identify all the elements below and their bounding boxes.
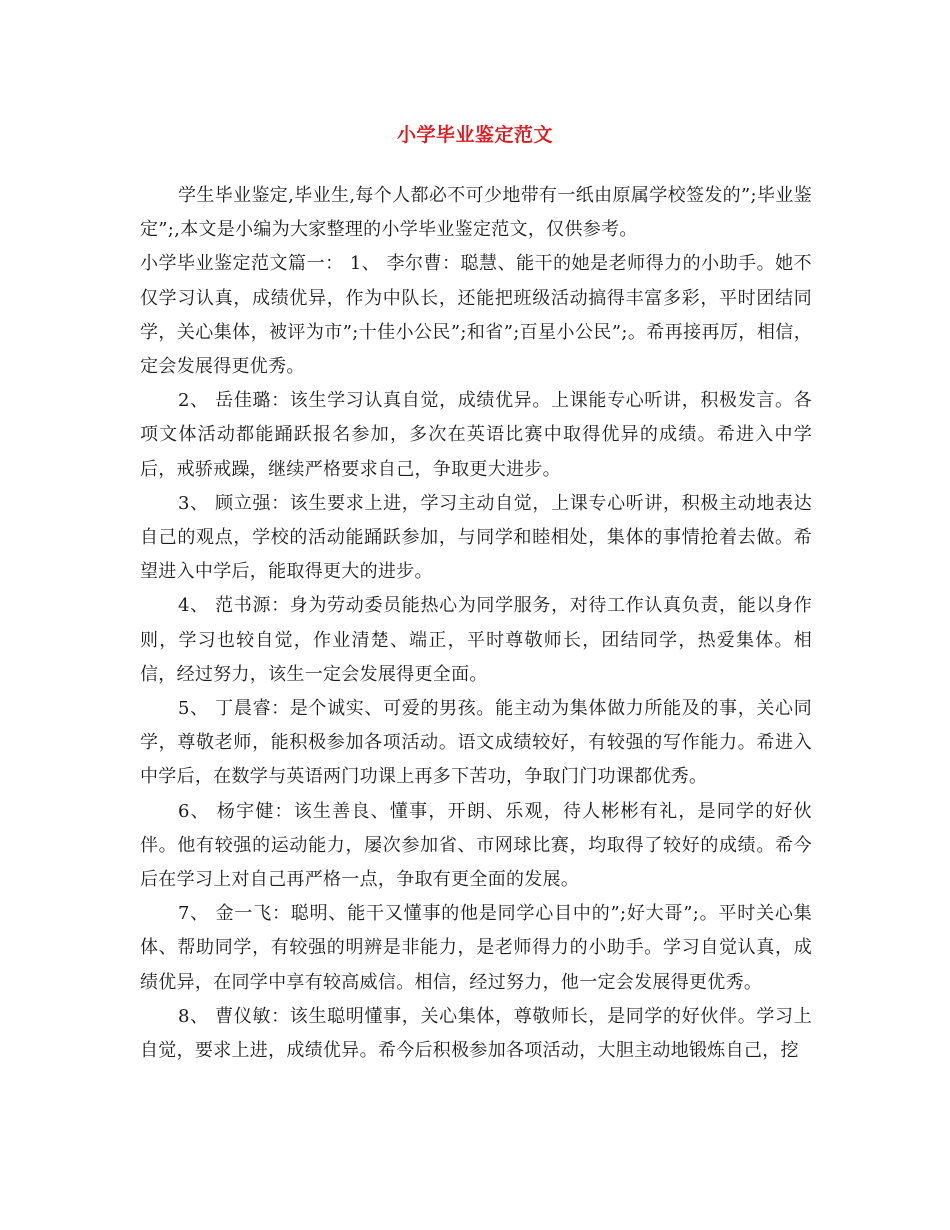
entry-paragraph: 1、 李尔曹：聪慧、能干的她是老师得力的小助手。她不仅学习认真，成绩优异，作为中队长，还能把班级活动搞得丰富多彩，平时团结同学，关心集体，被评为市”;十佳小公民”;和省”;百星小公民”;。希再接再厉，相信，定会发展得更优秀。	[140, 253, 812, 378]
section-heading: 小学毕业鉴定范文篇一：	[140, 253, 344, 275]
document-title: 小学毕业鉴定范文	[396, 124, 553, 146]
entry-paragraph: 4、 范书源：身为劳动委员能热心为同学服务，对待工作认真负责，能以身作则，学习也较自觉，作业清楚、端正，平时尊敬师长，团结同学，热爱集体。相信，经过努力，该生一定会发展得更全面。	[140, 595, 812, 685]
intro-paragraph: 学生毕业鉴定,毕业生,每个人都必不可少地带有一纸由原属学校签发的”;毕业鉴定”;,本文是小编为大家整理的小学毕业鉴定范文，仅供参考。	[140, 185, 812, 241]
entry-paragraph: 6、 杨宇健：该生善良、懂事，开朗、乐观，待人彬彬有礼，是同学的好伙伴。他有较强的运动能力，屡次参加省、市网球比赛，均取得了较好的成绩。希今后在学习上对自己再严格一点，争取有更全面的发展。	[140, 800, 812, 891]
entry-paragraph: 7、 金一飞：聪明、能干又懂事的他是同学心目中的”;好大哥”;。平时关心集体、帮助同学，有较强的明辨是非能力，是老师得力的小助手。学习自觉认真，成绩优异，在同学中享有较高威信。相信，经过努力，他一定会发展得更优秀。	[140, 903, 812, 993]
entry-paragraph: 8、 曹仪敏：该生聪明懂事，关心集体，尊敬师长，是同学的好伙伴。学习上自觉，要求上进，成绩优异。希今后积极参加各项活动，大胆主动地锻炼自己，挖	[140, 1005, 812, 1062]
section-paragraph-1	[140, 247, 812, 384]
entry-paragraph: 5、 丁晨睿：是个诚实、可爱的男孩。能主动为集体做力所能及的事，关心同学，尊敬老师，能积极参加各项活动。语文成绩较好，有较强的写作能力。希进入中学后，在数学与英语两门功课上再多下苦功，争取门门功课都优秀。	[140, 698, 812, 788]
entry-paragraph: 3、 顾立强：该生要求上进，学习主动自觉，上课专心听讲，积极主动地表达自己的观点，学校的活动能踊跃参加，与同学和睦相处，集体的事情抢着去做。希望进入中学后，能取得更大的进步。	[140, 492, 812, 583]
document-body	[140, 179, 812, 1068]
entry-paragraph: 2、 岳佳璐：该生学习认真自觉，成绩优异。上课能专心听讲，积极发言。各项文体活动都能踊跃报名参加，多次在英语比赛中取得优异的成绩。希进入中学后，戒骄戒躁，继续严格要求自己，争取更大进步。	[140, 390, 812, 480]
